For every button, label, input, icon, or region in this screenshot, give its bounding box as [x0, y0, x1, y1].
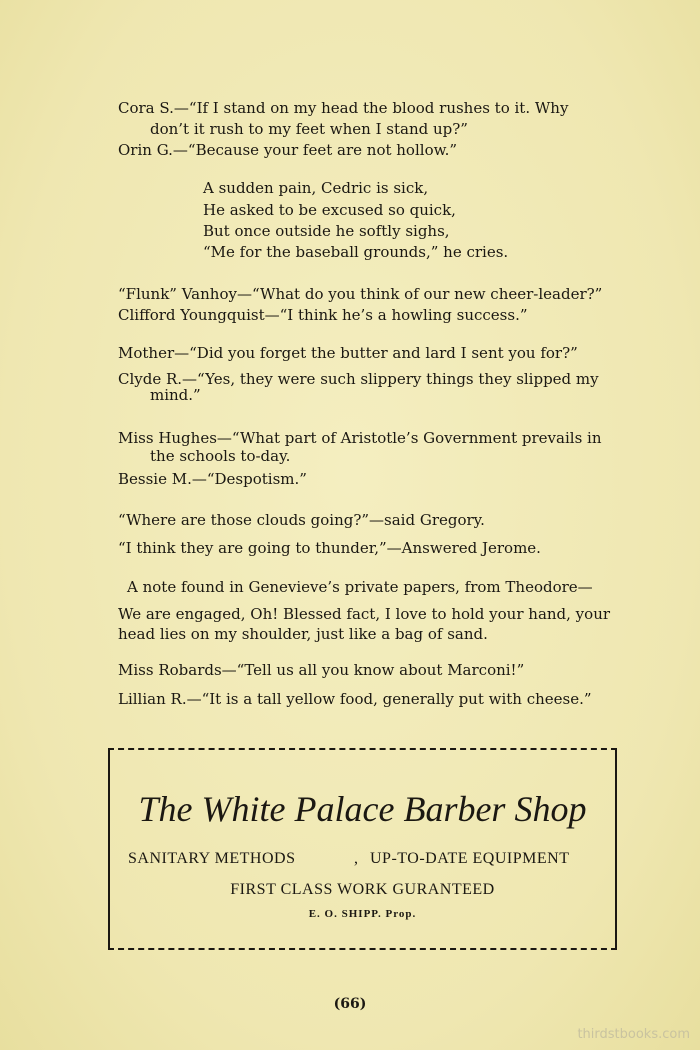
barber-shop-advertisement [108, 748, 617, 950]
ad-comma: , [354, 850, 359, 867]
watermark: thirdstbooks.com [577, 1027, 690, 1042]
verse-line: But once outside he softly sighs, [203, 222, 450, 240]
joke-line: the schools to-day. [150, 447, 291, 465]
joke-line: Clyde R.—“Yes, they were such slippery things they slipped my [118, 370, 599, 388]
page-number: (66) [333, 996, 367, 1012]
verse-line: He asked to be excused so quick, [203, 201, 456, 219]
joke-line: Clifford Youngquist—“I think he’s a howling success.” [118, 306, 528, 324]
joke-line: “I think they are going to thunder,”—Answered Jerome. [118, 539, 541, 557]
joke-line: We are engaged, Oh! Blessed fact, I love to hold your hand, your [118, 605, 611, 623]
joke-line: Mother—“Did you forget the butter and lard I sent you for?” [118, 344, 578, 362]
verse-line: A sudden pain, Cedric is sick, [203, 179, 429, 197]
ad-right-text: UP-TO-DATE EQUIPMENT [370, 850, 570, 867]
joke-line: Miss Hughes—“What part of Aristotle’s Government prevails in [118, 429, 602, 447]
joke-line: Miss Robards—“Tell us all you know about Marconi!” [118, 661, 525, 679]
joke-line: Orin G.—“Because your feet are not hollow.” [118, 141, 458, 159]
joke-line: “Flunk” Vanhoy—“What do you think of our new cheer-leader?” [118, 285, 603, 303]
joke-line: A note found in Genevieve’s private papers, from Theodore— [127, 578, 593, 596]
joke-line: head lies on my shoulder, just like a bag of sand. [118, 625, 488, 643]
joke-line: don’t it rush to my feet when I stand up?” [150, 120, 468, 138]
ad-title: The White Palace Barber Shop [138, 789, 587, 829]
ad-left-text: SANITARY METHODS [128, 850, 296, 867]
joke-line: mind.” [150, 386, 201, 404]
ad-guarantee: FIRST CLASS WORK GURANTEED [230, 881, 495, 898]
joke-line: Cora S.—“If I stand on my head the blood rushes to it. Why [118, 99, 569, 117]
ad-proprietor: E. O. SHIPP. Prop. [308, 908, 417, 920]
joke-line: Bessie M.—“Despotism.” [118, 470, 307, 488]
joke-line: “Where are those clouds going?”—said Gregory. [118, 511, 485, 529]
joke-line: Lillian R.—“It is a tall yellow food, generally put with cheese.” [118, 690, 592, 708]
verse-line: “Me for the baseball grounds,” he cries. [203, 243, 509, 261]
